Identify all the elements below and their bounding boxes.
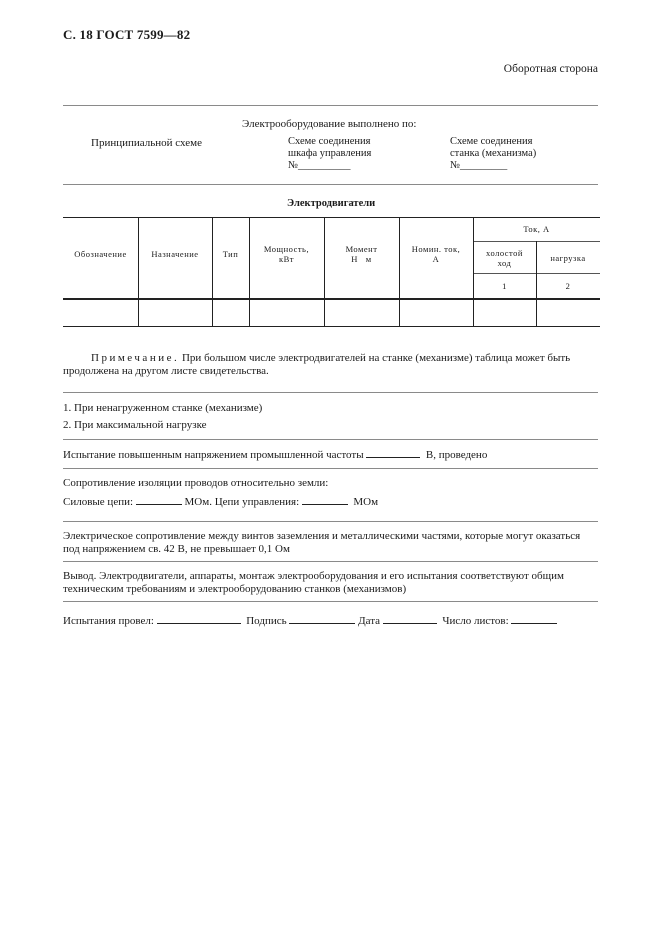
- equipment-heading: Электрооборудование выполнено по:: [242, 118, 417, 130]
- col-current: Ток, А: [523, 224, 550, 234]
- list-item: 2. При максимальной нагрузке: [63, 419, 207, 431]
- date-blank: [383, 614, 437, 624]
- col-type: Тип: [222, 249, 239, 259]
- scheme-principal: Принципиальной схеме: [91, 137, 202, 149]
- tester-blank: [157, 614, 241, 624]
- divider: [63, 561, 598, 562]
- voltage-blank: [366, 448, 420, 458]
- scheme-cabinet: Схеме соединения шкафа управления №__________: [288, 136, 372, 171]
- col-designation: Обозначение: [74, 249, 127, 259]
- signoff-line: Испытания провел: Подпись Дата Число листов:: [63, 614, 557, 628]
- power-blank: [136, 495, 182, 505]
- col-torque: Момент Н м: [345, 244, 378, 264]
- divider: [63, 521, 598, 522]
- sheets-blank: [511, 614, 557, 624]
- conclusion-text: Вывод. Электродвигатели, аппараты, монтаж электрооборудования и его испытания соответствуют общим техническим требованиям и электрооборудованию станков (механизмов): [63, 570, 564, 595]
- signature-blank: [289, 614, 355, 624]
- scheme-machine: Схеме соединения станка (механизма) №_________: [450, 136, 537, 171]
- divider: [63, 392, 598, 393]
- divider: [63, 105, 598, 106]
- page-header: С. 18 ГОСТ 7599—82: [63, 27, 191, 42]
- side-label: Оборотная сторона: [503, 63, 598, 75]
- control-blank: [302, 495, 348, 505]
- divider: [63, 439, 598, 440]
- grounding-text: Электрическое сопротивление между винтов заземления и металлическими частями, которые могут оказаться под напряжением св. 42 В, не превышает 0,1 Ом: [63, 530, 581, 555]
- divider: [63, 468, 598, 469]
- test-voltage: Испытание повышенным напряжением промышленной частоты В, проведено: [63, 449, 488, 461]
- divider: [63, 601, 598, 602]
- col-idle: холостой ход: [486, 248, 523, 268]
- col-load: нагрузка: [550, 253, 586, 263]
- insulation-heading: Сопротивление изоляции проводов относительно земли:: [63, 477, 329, 489]
- list-item: 1. При ненагруженном станке (механизме): [63, 402, 263, 414]
- col-idle-num: 1: [502, 281, 507, 291]
- insulation-values: Силовые цепи: МОм. Цепи управления: МОм: [63, 496, 379, 508]
- col-power: Мощность, кВт: [263, 244, 310, 264]
- col-nominal-current: Номин. ток, А: [411, 244, 461, 264]
- col-load-num: 2: [565, 281, 571, 291]
- motors-table: [63, 217, 600, 327]
- note: Примечание. При большом числе электродвигателей на станке (механизме) таблица может быть продолжена на другом листе свидетельства.: [63, 352, 571, 377]
- divider: [63, 184, 598, 185]
- col-purpose: Назначение: [151, 249, 199, 259]
- motors-title: Электродвигатели: [287, 198, 376, 209]
